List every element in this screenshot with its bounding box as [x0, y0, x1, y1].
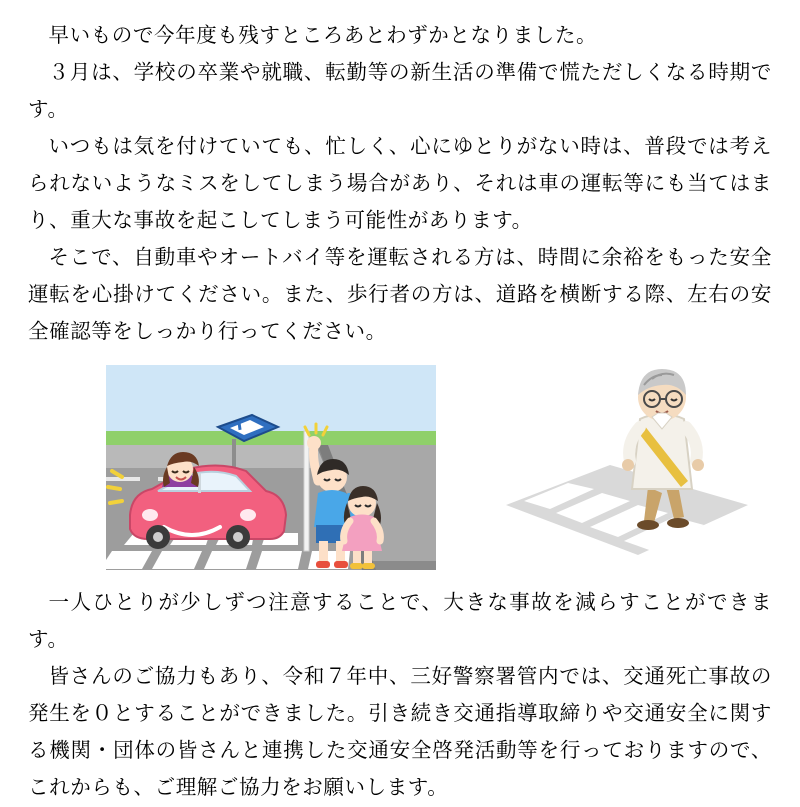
paragraph-1: 早いもので今年度も残すところあとわずかとなりました。 [48, 25, 598, 47]
paragraph-6: 皆さんのご協力もあり、令和７年中、三好警察署管内では、交通死亡事故の発生を０とすることができました。引き続き交通指導取締りや交通安全に関する機関・団体の皆さんと連携した交通安全啓発活動等を行っておりますので、これからも、ご理解ご協力をお願いします。 [28, 666, 772, 799]
figure-row [28, 365, 772, 575]
crosswalk-illustration-svg [106, 365, 436, 570]
pole [304, 431, 309, 551]
paragraph-5: 一人ひとりが少しずつ注意することで、大きな事故を減らすことができます。 [28, 592, 772, 651]
crosswalk-illustration [106, 365, 436, 570]
crosswalk-stripes [506, 465, 748, 555]
elderly-crossing-illustration [498, 355, 748, 570]
paragraph-4: そこで、自動車やオートバイ等を運転される方は、時間に余裕をもった安全運転を心掛けてください。また、歩行者の方は、道路を横断する際、左右の安全確認等をしっかり行ってください。 [28, 247, 772, 343]
elderly-crossing-illustration-svg [498, 355, 748, 570]
paragraph-2: ３月は、学校の卒業や就職、転勤等の新生活の準備で慌ただしくなる時期です。 [28, 62, 772, 121]
paragraph-3: いつもは気を付けていても、忙しく、心にゆとりがない時は、普段では考えられないようなミスをしてしまう場合があり、それは車の運転等にも当てはまり、重大な事故を起こしてしまう可能性があります。 [28, 136, 772, 232]
